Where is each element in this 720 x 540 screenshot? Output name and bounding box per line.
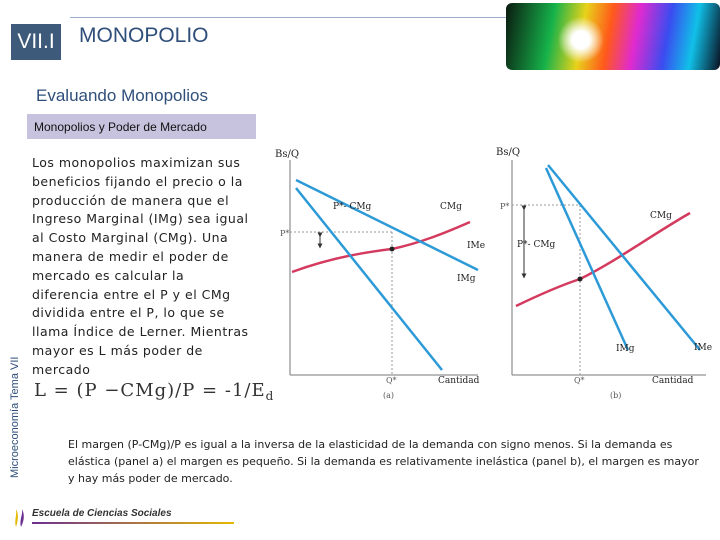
panel-a-y-label: Bs/Q <box>275 149 300 160</box>
graph-caption: El margen (P-CMg)/P es igual a la inversa de la elasticidad de la demanda con signo menos. Si la demanda es elástica (panel a) el margen es pequeño. Si la demanda es relativamente inelástica (panel b), el margen es mayor y hay más poder de mercado. <box>68 438 699 485</box>
panel-b-img-label: IMg <box>616 344 635 354</box>
panel-a-p-star: P* <box>280 229 290 238</box>
formula-main: L = (P −CMg)/P = -1/E <box>34 380 266 401</box>
body-paragraph: Los monopolios maximizan sus beneficios fijando el precio o la producción de manera que el Ingreso Marginal (IMg) sea igual al Costo Marginal (CMg). Una manera de medir el poder de mercado es calcular la diferencia entre el P y el CMg dividida entre el P, lo que se llama Índice de Lerner. Mientras mayor es L más poder de mercado <box>32 155 249 377</box>
panel-b-p-star: P* <box>500 202 510 211</box>
panel-a <box>275 149 485 400</box>
panel-a-demand-curve <box>296 180 478 270</box>
school-name: Escuela de Ciencias Sociales <box>32 508 172 519</box>
footer-rule <box>32 522 234 524</box>
panel-b-q-star: Q* <box>574 376 585 385</box>
panel-b-demand-curve <box>548 165 700 350</box>
panel-b-panel-label: (b) <box>610 391 622 400</box>
formula-subscript: d <box>265 389 275 403</box>
panel-a-img-label: IMg <box>457 274 476 284</box>
panel-b <box>496 147 712 400</box>
panel-a-p-minus-cmg: P*- CMg <box>333 202 372 212</box>
panel-a-q-star: Q* <box>386 376 397 385</box>
panel-a-cmg-label: CMg <box>440 202 462 212</box>
school-logo-icon <box>13 508 27 528</box>
panel-a-equilibrium-point <box>390 247 395 252</box>
panel-b-ime-label: IMe <box>694 343 713 353</box>
section-label: Monopolios y Poder de Mercado <box>27 114 256 139</box>
panel-a-mc-curve <box>292 222 470 272</box>
side-course-label: Microeconomía Tema VII <box>9 356 21 478</box>
panel-a-x-label: Cantidad <box>438 376 480 386</box>
panel-b-equilibrium-point <box>578 277 583 282</box>
panel-b-p-minus-cmg: P*- CMg <box>517 240 556 250</box>
panel-a-ime-label: IMe <box>467 241 486 251</box>
slide-subtitle: Evaluando Monopolios <box>36 86 209 105</box>
panel-b-x-label: Cantidad <box>652 376 694 386</box>
slide-title: MONOPOLIO <box>79 24 209 47</box>
section-number-badge: VII.I <box>11 24 61 60</box>
panel-b-cmg-label: CMg <box>650 211 672 221</box>
panel-a-panel-label: (a) <box>383 391 395 400</box>
panel-b-y-label: Bs/Q <box>496 147 521 158</box>
